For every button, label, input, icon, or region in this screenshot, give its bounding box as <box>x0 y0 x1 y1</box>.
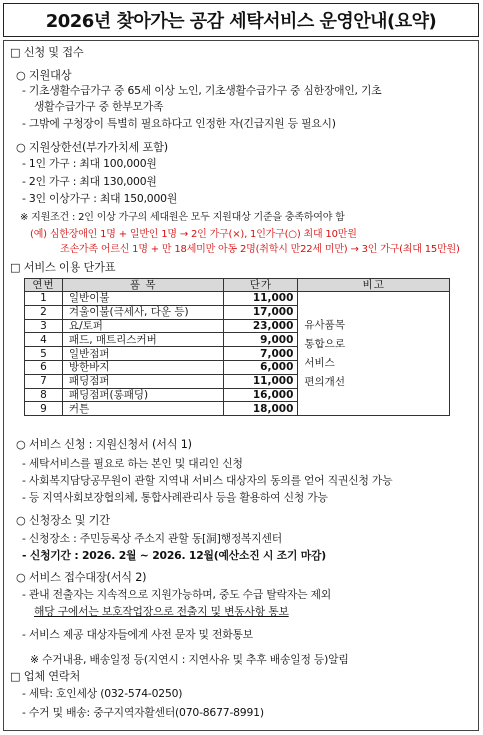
ledger-line-3: - 서비스 제공 대상자들에게 사전 문자 및 전화통보 <box>22 628 253 641</box>
row-price: 7,000 <box>224 347 298 361</box>
contact-laundry: - 세탁: 호인세상 (032-574-0250) <box>22 687 183 700</box>
place-line-2: - 신청기간 : 2026. 2월 ~ 2026. 12월(예산소진 시 조기 마감) <box>22 549 326 562</box>
place-line-1: - 신청장소 : 주민등록상 주소지 관할 동[洞]행정복지센터 <box>22 532 282 545</box>
row-number: 4 <box>25 333 63 347</box>
price-table-header-no: 연번 <box>25 279 63 292</box>
row-price: 11,000 <box>224 374 298 388</box>
row-price: 23,000 <box>224 319 298 333</box>
row-price: 17,000 <box>224 305 298 319</box>
price-table-note <box>298 292 450 416</box>
row-item: 패딩점퍼(롱패딩) <box>62 388 224 402</box>
price-table-header-price: 단가 <box>224 279 298 292</box>
note-line: 유사품목 <box>304 318 345 331</box>
row-price: 9,000 <box>224 333 298 347</box>
eligibility-line-3: - 그밖에 구청장이 특별히 필요하다고 인정한 자(긴급지원 등 필요시) <box>22 117 336 130</box>
row-item: 패드, 매트리스커버 <box>62 333 224 347</box>
ledger-line-1: - 관내 전출자는 지속적으로 지원가능하며, 중도 수급 탈락자는 제외 <box>22 588 331 601</box>
note-line: 서비스 <box>304 356 335 369</box>
row-number: 1 <box>25 292 63 306</box>
row-number: 2 <box>25 305 63 319</box>
condition-note: ※ 지원조건 : 2인 이상 가구의 세대원은 모두 지원대상 기준을 충족하여야 함 <box>20 212 345 223</box>
row-number: 3 <box>25 319 63 333</box>
row-item: 패딩점퍼 <box>62 374 224 388</box>
row-number: 6 <box>25 360 63 374</box>
place-heading: ○ 신청장소 및 기간 <box>16 514 110 527</box>
price-table <box>24 278 450 416</box>
eligibility-heading: ○ 지원대상 <box>16 69 72 82</box>
row-price: 11,000 <box>224 292 298 306</box>
row-item: 요/토퍼 <box>62 319 224 333</box>
apply-line-3: - 등 지역사회보장협의체, 통합사례관리사 등을 활용하여 신청 가능 <box>22 491 328 504</box>
row-item: 일반점퍼 <box>62 347 224 361</box>
apply-line-2: - 사회복지담당공무원이 관할 지역내 서비스 대상자의 동의를 얻어 직권신청 가능 <box>22 474 393 487</box>
section-heading-price-table: □ 서비스 이용 단가표 <box>10 261 116 274</box>
limit-3-person: - 3인 이상가구 : 최대 150,000원 <box>22 192 178 205</box>
price-table-header-note: 비고 <box>298 279 450 292</box>
row-price: 6,000 <box>224 360 298 374</box>
ledger-line-2: 해당 구에서는 보호작업장으로 전출지 및 변동사항 통보 <box>34 605 289 618</box>
row-item: 일반이불 <box>62 292 224 306</box>
apply-heading: ○ 서비스 신청 : 지원신청서 (서식 1) <box>16 438 192 451</box>
row-number: 9 <box>25 402 63 416</box>
example-line-1: (예) 심한장애인 1명 + 일반인 1명 → 2인 가구(×), 1인가구(○) 최대 10만원 <box>30 229 357 240</box>
eligibility-line-1: - 기초생활수급가구 중 65세 이상 노인, 기초생활수급가구 중 심한장애인, 기초 <box>22 84 382 97</box>
note-line: 통합으로 <box>304 337 345 350</box>
price-table-header-item: 품 목 <box>62 279 224 292</box>
row-number: 7 <box>25 374 63 388</box>
ledger-note: ※ 수거내용, 배송일정 등(지연시 : 지연사유 및 추후 배송일정 등)알림 <box>30 653 349 666</box>
example-line-2: 조손가족 어르신 1명 + 만 18세미만 아동 2명(취학시 만22세 미만) → 3인 가구(최대 15만원) <box>60 244 460 255</box>
row-item: 커튼 <box>62 402 224 416</box>
apply-line-1: - 세탁서비스를 필요로 하는 본인 및 대리인 신청 <box>22 457 243 470</box>
row-item: 방한바지 <box>62 360 224 374</box>
limit-2-person: - 2인 가구 : 최대 130,000원 <box>22 175 157 188</box>
row-price: 18,000 <box>224 402 298 416</box>
row-number: 8 <box>25 388 63 402</box>
eligibility-line-2: 생활수급가구 중 한부모가족 <box>34 100 164 113</box>
ledger-heading: ○ 서비스 접수대장(서식 2) <box>16 571 147 584</box>
row-item: 겨울이불(극세사, 다운 등) <box>62 305 224 319</box>
contact-delivery: - 수거 및 배송: 중구지역자활센터(070-8677-8991) <box>22 706 264 719</box>
row-number: 5 <box>25 347 63 361</box>
page-title: 2026년 찾아가는 공감 세탁서비스 운영안내(요약) <box>3 3 479 37</box>
section-heading-application: □ 신청 및 접수 <box>10 46 84 59</box>
limit-heading: ○ 지원상한선(부가가치세 포함) <box>16 141 168 154</box>
section-heading-contacts: □ 업체 연락처 <box>10 670 81 683</box>
table-row <box>25 292 450 306</box>
note-line: 편의개선 <box>304 375 345 388</box>
row-price: 16,000 <box>224 388 298 402</box>
limit-1-person: - 1인 가구 : 최대 100,000원 <box>22 157 157 170</box>
